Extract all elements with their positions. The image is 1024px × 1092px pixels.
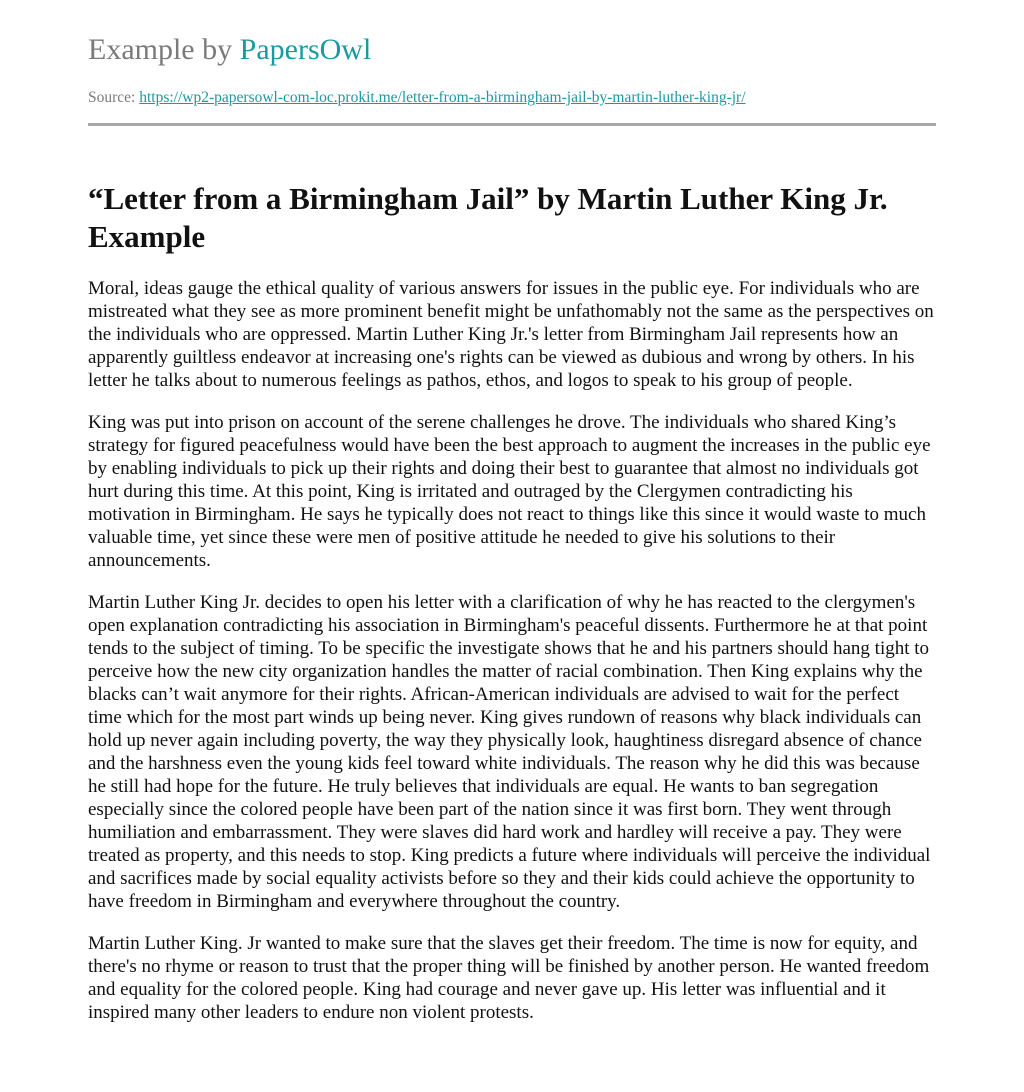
brand-prefix: Example by	[88, 33, 233, 66]
article-paragraph: Moral, ideas gauge the ethical quality of various answers for issues in the public eye. For individuals who are mistreated what they see as more prominent benefit might be unfathomably not the same as the perspectives on the individuals who are oppressed. Martin Luther King Jr.'s letter from Birmingham Jail represents how an apparently guiltless endeavor at increasing one's rights can be viewed as dubious and wrong by others. In his letter he talks about to numerous feelings as pathos, ethos, and logos to speak to his group of people.	[88, 278, 934, 391]
article-paragraph: Martin Luther King Jr. decides to open his letter with a clarification of why he has reacted to the clergymen's open explanation contradicting his association in Birmingham's peaceful dissents. Furthermore he at that point tends to the subject of timing. To be specific the investigate shows that he and his partners should hang tight to perceive how the new city organization handles the matter of racial combination. Then King explains why the blacks can’t wait anymore for their rights. African-American individuals are advised to wait for the perfect time which for the most part winds up being never. King gives rundown of reasons why black individuals can hold up never again including poverty, the way they physically look, haughtiness disregard absence of chance and the harshness even the young kids feel toward white individuals. The reason why he did this was because he still had hope for the future. He truly believes that individuals are equal. He wants to ban segregation especially since the colored people have been part of the nation since it was first born. They went through humiliation and embarrassment. They were slaves did hard work and hardley will receive a pay. They were treated as property, and this needs to stop. King predicts a future where individuals will perceive the individual and sacrifices made by social equality activists before so they and their kids could achieve the opportunity to have freedom in Birmingham and everywhere throughout the country.	[88, 592, 931, 912]
source-link[interactable]: https://wp2-papersowl-com-loc.prokit.me/letter-from-a-birmingham-jail-by-martin-luther-king-jr/	[139, 89, 746, 106]
source-line	[88, 89, 746, 107]
source-label: Source:	[88, 89, 136, 106]
header-divider	[88, 123, 936, 126]
brand-name: PapersOwl	[239, 33, 372, 66]
article-paragraph: Martin Luther King. Jr wanted to make sure that the slaves get their freedom. The time is now for equity, and there's no rhyme or reason to trust that the proper thing will be finished by another person. He wanted freedom and equality for the colored people. King had courage and never gave up. His letter was influential and it inspired many other leaders to endure non violent protests.	[88, 933, 930, 1023]
article-body	[88, 277, 936, 1043]
article-title: “Letter from a Birmingham Jail” by Martin Luther King Jr. Example	[88, 181, 888, 254]
article-paragraph: King was put into prison on account of the serene challenges he drove. The individuals who shared King’s strategy for figured peacefulness would have been the best approach to augment the increases in the public eye by enabling individuals to pick up their rights and doing their best to guarantee that almost no individuals got hurt during this time. At this point, King is irritated and outraged by the Clergymen contradicting his motivation in Birmingham. He says he typically does not react to things like this since it would waste to much valuable time, yet since these were men of positive attitude he needed to give his solutions to their announcements.	[88, 412, 931, 571]
brand-header	[88, 32, 371, 68]
